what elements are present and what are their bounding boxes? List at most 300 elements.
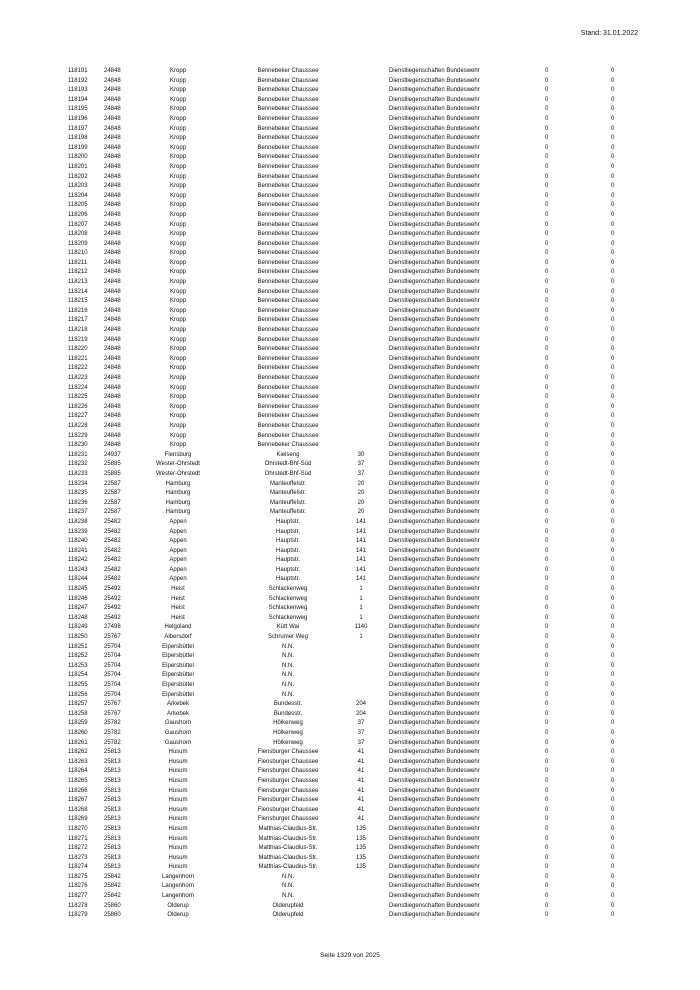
table-row: 118204 24848 Kropp Bennebeker Chaussee Dienstliegenschaften Bundeswehr 0 0 bbox=[0, 192, 700, 202]
table-row: 118241 25482 Appen Hauptstr. 141 Dienstliegenschaften Bundeswehr 0 0 bbox=[0, 547, 700, 557]
postal-code-cell: 25813 bbox=[104, 749, 121, 756]
value-a-cell: 0 bbox=[545, 87, 549, 94]
value-b-cell: 0 bbox=[611, 749, 615, 756]
value-b-cell: 0 bbox=[611, 68, 615, 74]
value-b-cell: 0 bbox=[611, 336, 615, 343]
category-cell: Dienstliegenschaften Bundeswehr bbox=[389, 883, 480, 890]
postal-code-cell: 25482 bbox=[104, 528, 121, 535]
postal-code-cell: 24848 bbox=[104, 96, 121, 103]
table-row: 118223 24848 Kropp Bennebeker Chaussee Dienstliegenschaften Bundeswehr 0 0 bbox=[0, 374, 700, 384]
page-number: Seite 1329 von 2025 bbox=[320, 952, 380, 959]
category-cell: Dienstliegenschaften Bundeswehr bbox=[389, 221, 480, 228]
value-a-cell: 0 bbox=[545, 816, 549, 823]
table-row: 118279 25860 Olderup Olderupfeld Dienstliegenschaften Bundeswehr 0 0 bbox=[0, 911, 700, 921]
postal-code-cell: 25842 bbox=[104, 873, 121, 880]
value-b-cell: 0 bbox=[611, 211, 615, 218]
value-a-cell: 0 bbox=[545, 634, 549, 641]
value-a-cell: 0 bbox=[545, 288, 549, 295]
category-cell: Dienstliegenschaften Bundeswehr bbox=[389, 893, 480, 900]
table-row: 118225 24848 Kropp Bennebeker Chaussee Dienstliegenschaften Bundeswehr 0 0 bbox=[0, 393, 700, 403]
postal-code-cell: 24848 bbox=[104, 231, 121, 238]
category-cell: Dienstliegenschaften Bundeswehr bbox=[389, 662, 480, 669]
value-b-cell: 0 bbox=[611, 710, 615, 717]
value-a-cell: 0 bbox=[545, 183, 549, 190]
table-row: 118222 24848 Kropp Bennebeker Chaussee Dienstliegenschaften Bundeswehr 0 0 bbox=[0, 364, 700, 374]
category-cell: Dienstliegenschaften Bundeswehr bbox=[389, 365, 480, 372]
category-cell: Dienstliegenschaften Bundeswehr bbox=[389, 298, 480, 305]
postal-code-cell: 25860 bbox=[104, 912, 121, 919]
row-id-cell: 118211 bbox=[68, 259, 88, 266]
row-id-cell: 118279 bbox=[68, 912, 88, 919]
postal-code-cell: 25860 bbox=[104, 902, 121, 909]
row-id-cell: 118263 bbox=[68, 758, 88, 765]
value-a-cell: 0 bbox=[545, 758, 549, 765]
category-cell: Dienstliegenschaften Bundeswehr bbox=[389, 729, 480, 736]
category-cell: Dienstliegenschaften Bundeswehr bbox=[389, 327, 480, 334]
postal-code-cell: 25782 bbox=[104, 729, 121, 736]
row-id-cell: 118260 bbox=[68, 729, 88, 736]
table-row: 118191 24848 Kropp Bennebeker Chaussee Dienstliegenschaften Bundeswehr 0 0 bbox=[0, 67, 700, 77]
value-b-cell: 0 bbox=[611, 461, 615, 468]
value-b-cell: 0 bbox=[611, 77, 615, 84]
value-b-cell: 0 bbox=[611, 288, 615, 295]
postal-code-cell: 24848 bbox=[104, 269, 121, 276]
row-id-cell: 118251 bbox=[68, 643, 88, 650]
value-a-cell: 0 bbox=[545, 787, 549, 794]
category-cell: Dienstliegenschaften Bundeswehr bbox=[389, 490, 480, 497]
category-cell: Dienstliegenschaften Bundeswehr bbox=[389, 528, 480, 535]
row-id-cell: 118269 bbox=[68, 816, 88, 823]
value-a-cell: 0 bbox=[545, 317, 549, 324]
value-a-cell: 0 bbox=[545, 384, 549, 391]
row-id-cell: 118223 bbox=[68, 375, 88, 381]
value-a-cell: 0 bbox=[545, 768, 549, 775]
postal-code-cell: 25767 bbox=[104, 634, 121, 641]
postal-code-cell: 24848 bbox=[104, 279, 121, 286]
value-a-cell: 0 bbox=[545, 825, 549, 832]
row-id-cell: 118213 bbox=[68, 279, 88, 286]
row-id-cell: 118216 bbox=[68, 307, 88, 314]
value-a-cell: 0 bbox=[545, 327, 549, 334]
category-cell: Dienstliegenschaften Bundeswehr bbox=[389, 451, 480, 458]
postal-code-cell: 25492 bbox=[104, 586, 121, 593]
value-b-cell: 0 bbox=[611, 509, 615, 516]
row-id-cell: 118225 bbox=[68, 394, 88, 401]
value-a-cell: 0 bbox=[545, 394, 549, 401]
postal-code-cell: 24848 bbox=[104, 250, 121, 257]
value-b-cell: 0 bbox=[611, 173, 615, 180]
row-id-cell: 118222 bbox=[68, 365, 88, 372]
value-b-cell: 0 bbox=[611, 893, 615, 900]
row-id-cell: 118253 bbox=[68, 662, 88, 669]
table-row: 118266 25813 Husum Flensburger Chaussee 41 Dienstliegenschaften Bundeswehr 0 0 bbox=[0, 787, 700, 797]
table-row: 118206 24848 Kropp Bennebeker Chaussee Dienstliegenschaften Bundeswehr 0 0 bbox=[0, 211, 700, 221]
value-a-cell: 0 bbox=[545, 883, 549, 890]
value-a-cell: 0 bbox=[545, 864, 549, 871]
table-row: 118235 22587 Hamburg Manteuffelstr. 20 Dienstliegenschaften Bundeswehr 0 0 bbox=[0, 489, 700, 499]
value-b-cell: 0 bbox=[611, 221, 615, 228]
value-b-cell: 0 bbox=[611, 422, 615, 429]
value-a-cell: 0 bbox=[545, 720, 549, 727]
row-id-cell: 118209 bbox=[68, 240, 88, 247]
value-b-cell: 0 bbox=[611, 298, 615, 305]
category-cell: Dienstliegenschaften Bundeswehr bbox=[389, 77, 480, 84]
value-b-cell: 0 bbox=[611, 346, 615, 353]
postal-code-cell: 24848 bbox=[104, 432, 121, 439]
postal-code-cell: 25482 bbox=[104, 557, 121, 564]
value-b-cell: 0 bbox=[611, 912, 615, 919]
value-a-cell: 0 bbox=[545, 566, 549, 573]
row-id-cell: 118206 bbox=[68, 211, 88, 218]
value-a-cell: 0 bbox=[545, 221, 549, 228]
table-row: 118192 24848 Kropp Bennebeker Chaussee Dienstliegenschaften Bundeswehr 0 0 bbox=[0, 77, 700, 87]
table-row: 118262 25813 Husum Flensburger Chaussee 41 Dienstliegenschaften Bundeswehr 0 0 bbox=[0, 748, 700, 758]
row-id-cell: 118273 bbox=[68, 854, 88, 861]
postal-code-cell: 25782 bbox=[104, 720, 121, 727]
value-a-cell: 0 bbox=[545, 739, 549, 746]
row-id-cell: 118242 bbox=[68, 557, 88, 564]
value-a-cell: 0 bbox=[545, 451, 549, 458]
table-row: 118226 24848 Kropp Bennebeker Chaussee Dienstliegenschaften Bundeswehr 0 0 bbox=[0, 403, 700, 413]
value-a-cell: 0 bbox=[545, 106, 549, 113]
table-row: 118269 25813 Husum Flensburger Chaussee 41 Dienstliegenschaften Bundeswehr 0 0 bbox=[0, 815, 700, 825]
table-row: 118255 25704 Elpersbüttel N.N. Dienstliegenschaften Bundeswehr 0 0 bbox=[0, 681, 700, 691]
postal-code-cell: 24848 bbox=[104, 125, 121, 132]
table-row: 118256 25704 Elpersbüttel N.N. Dienstliegenschaften Bundeswehr 0 0 bbox=[0, 691, 700, 701]
row-id-cell: 118219 bbox=[68, 336, 88, 343]
table-row: 118274 25813 Husum Matthias-Claudius-Str. 135 Dienstliegenschaften Bundeswehr 0 0 bbox=[0, 863, 700, 873]
table-row: 118264 25813 Husum Flensburger Chaussee 41 Dienstliegenschaften Bundeswehr 0 0 bbox=[0, 767, 700, 777]
value-b-cell: 0 bbox=[611, 259, 615, 266]
value-a-cell: 0 bbox=[545, 682, 549, 688]
value-b-cell: 0 bbox=[611, 518, 615, 525]
row-id-cell: 118248 bbox=[68, 614, 88, 621]
table-row: 118248 25492 Heist Schlackenweg 1 Dienstliegenschaften Bundeswehr 0 0 bbox=[0, 614, 700, 624]
value-b-cell: 0 bbox=[611, 806, 615, 813]
row-id-cell: 118278 bbox=[68, 902, 88, 909]
category-cell: Dienstliegenschaften Bundeswehr bbox=[389, 797, 480, 804]
data-table bbox=[0, 67, 700, 921]
table-row: 118242 25482 Appen Hauptstr. 141 Dienstliegenschaften Bundeswehr 0 0 bbox=[0, 556, 700, 566]
row-id-cell: 118231 bbox=[68, 451, 88, 458]
table-row: 118200 24848 Kropp Bennebeker Chaussee Dienstliegenschaften Bundeswehr 0 0 bbox=[0, 153, 700, 163]
postal-code-cell: 24848 bbox=[104, 403, 121, 410]
row-id-cell: 118271 bbox=[68, 835, 88, 842]
value-a-cell: 0 bbox=[545, 336, 549, 343]
category-cell: Dienstliegenschaften Bundeswehr bbox=[389, 701, 480, 708]
row-id-cell: 118200 bbox=[68, 154, 88, 161]
value-b-cell: 0 bbox=[611, 413, 615, 420]
postal-code-cell: 24848 bbox=[104, 240, 121, 247]
postal-code-cell: 25782 bbox=[104, 739, 121, 746]
category-cell: Dienstliegenschaften Bundeswehr bbox=[389, 614, 480, 621]
value-a-cell: 0 bbox=[545, 211, 549, 218]
value-a-cell: 0 bbox=[545, 528, 549, 535]
postal-code-cell: 24848 bbox=[104, 183, 121, 190]
postal-code-cell: 24848 bbox=[104, 173, 121, 180]
value-b-cell: 0 bbox=[611, 854, 615, 861]
postal-code-cell: 22587 bbox=[104, 509, 121, 516]
value-a-cell: 0 bbox=[545, 470, 549, 477]
table-row: 118203 24848 Kropp Bennebeker Chaussee Dienstliegenschaften Bundeswehr 0 0 bbox=[0, 182, 700, 192]
value-b-cell: 0 bbox=[611, 202, 615, 209]
row-id-cell: 118228 bbox=[68, 422, 88, 429]
value-b-cell: 0 bbox=[611, 365, 615, 372]
value-b-cell: 0 bbox=[611, 566, 615, 573]
table-row: 118249 27498 Helgoland Kütt Wai 1140 Dienstliegenschaften Bundeswehr 0 0 bbox=[0, 623, 700, 633]
postal-code-cell: 25813 bbox=[104, 758, 121, 765]
postal-code-cell: 25813 bbox=[104, 787, 121, 794]
row-id-cell: 118243 bbox=[68, 566, 88, 573]
table-row: 118201 24848 Kropp Bennebeker Chaussee Dienstliegenschaften Bundeswehr 0 0 bbox=[0, 163, 700, 173]
category-cell: Dienstliegenschaften Bundeswehr bbox=[389, 470, 480, 477]
table-row: 118236 22587 Hamburg Manteuffelstr. 20 Dienstliegenschaften Bundeswehr 0 0 bbox=[0, 499, 700, 509]
category-cell: Dienstliegenschaften Bundeswehr bbox=[389, 653, 480, 660]
row-id-cell: 118238 bbox=[68, 518, 88, 525]
value-a-cell: 0 bbox=[545, 749, 549, 756]
value-a-cell: 0 bbox=[545, 279, 549, 286]
value-a-cell: 0 bbox=[545, 614, 549, 621]
table-row: 118230 24848 Kropp Bennebeker Chaussee Dienstliegenschaften Bundeswehr 0 0 bbox=[0, 441, 700, 451]
value-a-cell: 0 bbox=[545, 662, 549, 669]
postal-code-cell: 24937 bbox=[104, 451, 121, 458]
value-a-cell: 0 bbox=[545, 557, 549, 564]
postal-code-cell: 24848 bbox=[104, 221, 121, 228]
postal-code-cell: 25492 bbox=[104, 614, 121, 621]
value-b-cell: 0 bbox=[611, 250, 615, 257]
value-a-cell: 0 bbox=[545, 806, 549, 813]
row-id-cell: 118256 bbox=[68, 691, 88, 698]
row-id-cell: 118259 bbox=[68, 720, 88, 727]
value-b-cell: 0 bbox=[611, 384, 615, 391]
table-row: 118234 22587 Hamburg Manteuffelstr. 20 Dienstliegenschaften Bundeswehr 0 0 bbox=[0, 480, 700, 490]
postal-code-cell: 24848 bbox=[104, 365, 121, 372]
value-b-cell: 0 bbox=[611, 144, 615, 151]
postal-code-cell: 24848 bbox=[104, 259, 121, 266]
row-id-cell: 118205 bbox=[68, 202, 88, 209]
row-id-cell: 118195 bbox=[68, 106, 88, 113]
postal-code-cell: 24848 bbox=[104, 307, 121, 314]
value-a-cell: 0 bbox=[545, 509, 549, 516]
postal-code-cell: 25704 bbox=[104, 691, 121, 698]
table-row: 118205 24848 Kropp Bennebeker Chaussee Dienstliegenschaften Bundeswehr 0 0 bbox=[0, 201, 700, 211]
value-a-cell: 0 bbox=[545, 499, 549, 506]
value-b-cell: 0 bbox=[611, 576, 615, 583]
value-b-cell: 0 bbox=[611, 547, 615, 554]
row-id-cell: 118233 bbox=[68, 470, 88, 477]
value-b-cell: 0 bbox=[611, 87, 615, 94]
category-cell: Dienstliegenschaften Bundeswehr bbox=[389, 480, 480, 487]
table-row: 118275 25842 Langenhorn N.N. Dienstliegenschaften Bundeswehr 0 0 bbox=[0, 873, 700, 883]
row-id-cell: 118246 bbox=[68, 595, 88, 602]
category-cell: Dienstliegenschaften Bundeswehr bbox=[389, 269, 480, 276]
postal-code-cell: 25767 bbox=[104, 710, 121, 717]
row-id-cell: 118255 bbox=[68, 682, 88, 688]
category-cell: Dienstliegenschaften Bundeswehr bbox=[389, 346, 480, 353]
row-id-cell: 118229 bbox=[68, 432, 88, 439]
postal-code-cell: 24848 bbox=[104, 346, 121, 353]
stand-date: Stand: 31.01.2022 bbox=[580, 30, 638, 37]
postal-code-cell: 24848 bbox=[104, 192, 121, 199]
row-id-cell: 118227 bbox=[68, 413, 88, 420]
postal-code-cell: 25767 bbox=[104, 701, 121, 708]
table-row: 118211 24848 Kropp Bennebeker Chaussee Dienstliegenschaften Bundeswehr 0 0 bbox=[0, 259, 700, 269]
value-b-cell: 0 bbox=[611, 480, 615, 487]
postal-code-cell: 24848 bbox=[104, 106, 121, 113]
row-id-cell: 118214 bbox=[68, 288, 88, 295]
row-id-cell: 118258 bbox=[68, 710, 88, 717]
table-row: 118231 24937 Flensburg Kielseng 30 Dienstliegenschaften Bundeswehr 0 0 bbox=[0, 451, 700, 461]
value-a-cell: 0 bbox=[545, 298, 549, 305]
value-a-cell: 0 bbox=[545, 586, 549, 593]
table-row: 118268 25813 Husum Flensburger Chaussee 41 Dienstliegenschaften Bundeswehr 0 0 bbox=[0, 806, 700, 816]
category-cell: Dienstliegenschaften Bundeswehr bbox=[389, 835, 480, 842]
table-row: 118253 25704 Elpersbüttel N.N. Dienstliegenschaften Bundeswehr 0 0 bbox=[0, 662, 700, 672]
category-cell: Dienstliegenschaften Bundeswehr bbox=[389, 183, 480, 190]
value-b-cell: 0 bbox=[611, 375, 615, 381]
table-row: 118276 25842 Langenhorn N.N. Dienstliegenschaften Bundeswehr 0 0 bbox=[0, 882, 700, 892]
value-a-cell: 0 bbox=[545, 624, 549, 631]
table-row: 118240 25482 Appen Hauptstr. 141 Dienstliegenschaften Bundeswehr 0 0 bbox=[0, 537, 700, 547]
category-cell: Dienstliegenschaften Bundeswehr bbox=[389, 96, 480, 103]
value-b-cell: 0 bbox=[611, 605, 615, 612]
table-row: 118259 25782 Gaushorn Hölkenweg 37 Dienstliegenschaften Bundeswehr 0 0 bbox=[0, 719, 700, 729]
value-a-cell: 0 bbox=[545, 902, 549, 909]
category-cell: Dienstliegenschaften Bundeswehr bbox=[389, 135, 480, 142]
category-cell: Dienstliegenschaften Bundeswehr bbox=[389, 672, 480, 679]
category-cell: Dienstliegenschaften Bundeswehr bbox=[389, 864, 480, 871]
category-cell: Dienstliegenschaften Bundeswehr bbox=[389, 557, 480, 564]
table-row: 118197 24848 Kropp Bennebeker Chaussee Dienstliegenschaften Bundeswehr 0 0 bbox=[0, 125, 700, 135]
value-a-cell: 0 bbox=[545, 365, 549, 372]
category-cell: Dienstliegenschaften Bundeswehr bbox=[389, 912, 480, 919]
value-b-cell: 0 bbox=[611, 873, 615, 880]
value-b-cell: 0 bbox=[611, 864, 615, 871]
table-row: 118265 25813 Husum Flensburger Chaussee 41 Dienstliegenschaften Bundeswehr 0 0 bbox=[0, 777, 700, 787]
category-cell: Dienstliegenschaften Bundeswehr bbox=[389, 624, 480, 631]
row-id-cell: 118245 bbox=[68, 586, 88, 593]
value-a-cell: 0 bbox=[545, 355, 549, 362]
value-a-cell: 0 bbox=[545, 163, 549, 170]
value-b-cell: 0 bbox=[611, 442, 615, 449]
row-id-cell: 118257 bbox=[68, 701, 88, 708]
table-row: 118221 24848 Kropp Bennebeker Chaussee Dienstliegenschaften Bundeswehr 0 0 bbox=[0, 355, 700, 365]
value-a-cell: 0 bbox=[545, 375, 549, 381]
row-id-cell: 118232 bbox=[68, 461, 88, 468]
value-a-cell: 0 bbox=[545, 547, 549, 554]
table-row: 118273 25813 Husum Matthias-Claudius-Str. 135 Dienstliegenschaften Bundeswehr 0 0 bbox=[0, 854, 700, 864]
postal-code-cell: 24848 bbox=[104, 298, 121, 305]
value-b-cell: 0 bbox=[611, 327, 615, 334]
postal-code-cell: 25704 bbox=[104, 672, 121, 679]
postal-code-cell: 25482 bbox=[104, 547, 121, 554]
value-a-cell: 0 bbox=[545, 893, 549, 900]
postal-code-cell: 27498 bbox=[104, 624, 121, 631]
value-b-cell: 0 bbox=[611, 269, 615, 276]
row-id-cell: 118267 bbox=[68, 797, 88, 804]
category-cell: Dienstliegenschaften Bundeswehr bbox=[389, 566, 480, 573]
category-cell: Dienstliegenschaften Bundeswehr bbox=[389, 768, 480, 775]
postal-code-cell: 24848 bbox=[104, 442, 121, 449]
row-id-cell: 118261 bbox=[68, 739, 88, 746]
postal-code-cell: 25813 bbox=[104, 825, 121, 832]
value-b-cell: 0 bbox=[611, 835, 615, 842]
value-a-cell: 0 bbox=[545, 115, 549, 122]
row-id-cell: 118207 bbox=[68, 221, 88, 228]
postal-code-cell: 25813 bbox=[104, 845, 121, 852]
postal-code-cell: 24848 bbox=[104, 422, 121, 429]
value-b-cell: 0 bbox=[611, 768, 615, 775]
value-b-cell: 0 bbox=[611, 729, 615, 736]
postal-code-cell: 25482 bbox=[104, 576, 121, 583]
postal-code-cell: 24848 bbox=[104, 413, 121, 420]
value-a-cell: 0 bbox=[545, 173, 549, 180]
value-b-cell: 0 bbox=[611, 557, 615, 564]
postal-code-cell: 24848 bbox=[104, 202, 121, 209]
postal-code-cell: 25813 bbox=[104, 777, 121, 784]
table-row: 118251 25704 Elpersbüttel N.N. Dienstliegenschaften Bundeswehr 0 0 bbox=[0, 643, 700, 653]
category-cell: Dienstliegenschaften Bundeswehr bbox=[389, 422, 480, 429]
value-b-cell: 0 bbox=[611, 691, 615, 698]
category-cell: Dienstliegenschaften Bundeswehr bbox=[389, 192, 480, 199]
row-id-cell: 118215 bbox=[68, 298, 88, 305]
postal-code-cell: 25885 bbox=[104, 470, 121, 477]
category-cell: Dienstliegenschaften Bundeswehr bbox=[389, 586, 480, 593]
category-cell: Dienstliegenschaften Bundeswehr bbox=[389, 384, 480, 391]
table-row: 118239 25482 Appen Hauptstr. 141 Dienstliegenschaften Bundeswehr 0 0 bbox=[0, 528, 700, 538]
row-id-cell: 118217 bbox=[68, 317, 88, 324]
value-b-cell: 0 bbox=[611, 883, 615, 890]
category-cell: Dienstliegenschaften Bundeswehr bbox=[389, 777, 480, 784]
category-cell: Dienstliegenschaften Bundeswehr bbox=[389, 125, 480, 132]
value-a-cell: 0 bbox=[545, 96, 549, 103]
row-id-cell: 118235 bbox=[68, 490, 88, 497]
value-b-cell: 0 bbox=[611, 624, 615, 631]
value-a-cell: 0 bbox=[545, 912, 549, 919]
postal-code-cell: 25842 bbox=[104, 883, 121, 890]
value-a-cell: 0 bbox=[545, 154, 549, 161]
postal-code-cell: 24848 bbox=[104, 327, 121, 334]
row-id-cell: 118210 bbox=[68, 250, 88, 257]
value-a-cell: 0 bbox=[545, 605, 549, 612]
value-a-cell: 0 bbox=[545, 490, 549, 497]
row-id-cell: 118224 bbox=[68, 384, 88, 391]
category-cell: Dienstliegenschaften Bundeswehr bbox=[389, 605, 480, 612]
row-id-cell: 118254 bbox=[68, 672, 88, 679]
category-cell: Dienstliegenschaften Bundeswehr bbox=[389, 720, 480, 727]
table-row: 118198 24848 Kropp Bennebeker Chaussee Dienstliegenschaften Bundeswehr 0 0 bbox=[0, 134, 700, 144]
value-b-cell: 0 bbox=[611, 135, 615, 142]
category-cell: Dienstliegenschaften Bundeswehr bbox=[389, 442, 480, 449]
category-cell: Dienstliegenschaften Bundeswehr bbox=[389, 825, 480, 832]
category-cell: Dienstliegenschaften Bundeswehr bbox=[389, 231, 480, 238]
value-b-cell: 0 bbox=[611, 355, 615, 362]
value-b-cell: 0 bbox=[611, 797, 615, 804]
category-cell: Dienstliegenschaften Bundeswehr bbox=[389, 595, 480, 602]
postal-code-cell: 25482 bbox=[104, 538, 121, 545]
value-b-cell: 0 bbox=[611, 470, 615, 477]
postal-code-cell: 25492 bbox=[104, 595, 121, 602]
value-a-cell: 0 bbox=[545, 854, 549, 861]
row-id-cell: 118191 bbox=[68, 68, 88, 74]
postal-code-cell: 22587 bbox=[104, 499, 121, 506]
table-row: 118237 22587 Hamburg Manteuffelstr. 20 Dienstliegenschaften Bundeswehr 0 0 bbox=[0, 508, 700, 518]
postal-code-cell: 25482 bbox=[104, 566, 121, 573]
row-id-cell: 118199 bbox=[68, 144, 88, 151]
value-a-cell: 0 bbox=[545, 231, 549, 238]
postal-code-cell: 25704 bbox=[104, 662, 121, 669]
value-b-cell: 0 bbox=[611, 490, 615, 497]
